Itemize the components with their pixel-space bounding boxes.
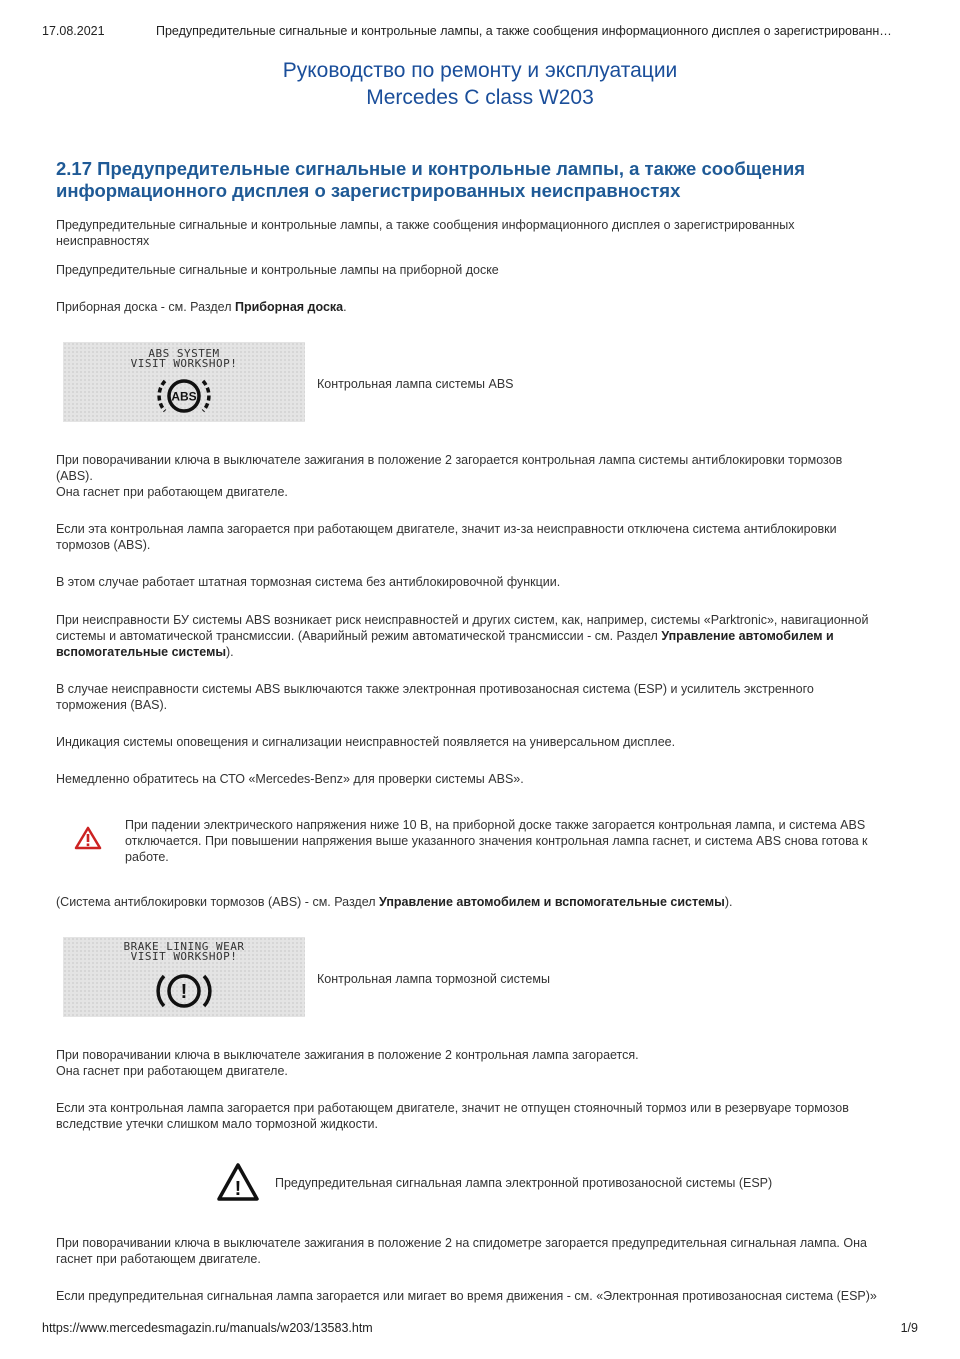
- site-title-line2: Mercedes C class W203: [366, 86, 594, 109]
- text-line: торможения (BAS).: [56, 698, 168, 712]
- text-line: Предупредительные сигнальные и контрольные лампы, а также сообщения информационного дисплея о зарегистрированных: [56, 218, 795, 232]
- abs-paragraph-6: Индикация системы оповещения и сигнализации неисправностей появляется на универсальном дисплее.: [56, 735, 676, 749]
- text-line: работе.: [125, 850, 169, 864]
- abs-display-line1: ABS SYSTEM: [148, 347, 220, 360]
- brake-warning-icon: [149, 967, 219, 1015]
- text-line: При поворачивании ключа в выключателе зажигания в положение 2 контрольная лампа загорается.: [56, 1048, 639, 1062]
- print-title: Предупредительные сигнальные и контрольные лампы, а также сообщения информационного дисплея о зарегистрированн…: [156, 24, 892, 38]
- abs-icon-label: ABS: [171, 389, 197, 404]
- abs-paragraph-2: [56, 521, 906, 553]
- text-line: тормозов (ABS).: [56, 538, 151, 552]
- brake-icon-label: !: [180, 981, 188, 1003]
- brake-display-line1: BRAKE LINING WEAR: [123, 940, 245, 953]
- brake-caption: Контрольная лампа тормозной системы: [317, 972, 550, 986]
- text-line: (ABS).: [56, 469, 93, 483]
- section-heading-line1: 2.17 Предупредительные сигнальные и контрольные лампы, а также сообщения: [56, 158, 806, 179]
- esp-caption: Предупредительная сигнальная лампа электронной противозаносной системы (ESP): [275, 1176, 773, 1190]
- site-title-line1: Руководство по ремонту и эксплуатации: [282, 59, 678, 82]
- text-line: Если эта контрольная лампа загорается при работающем двигателе, значит из-за неисправности отключена система антиблокировки: [56, 522, 837, 536]
- abs-display-line2: VISIT WORKSHOP!: [130, 357, 238, 370]
- text-span: ).: [724, 895, 733, 909]
- text-line: Она гаснет при работающем двигателе.: [56, 1064, 288, 1078]
- text-line: Если эта контрольная лампа загорается при работающем двигателе, значит не отпущен стояночный тормоз или в резервуаре тормозов: [56, 1101, 849, 1115]
- text-span: .: [343, 300, 347, 314]
- warning-triangle-icon: [74, 826, 102, 850]
- text-line: отключается. При повышении напряжения выше указанного значения контрольная лампа гаснет, и система ABS снова готова к: [125, 834, 868, 848]
- text-line: При поворачивании ключа в выключателе зажигания в положение 2 загорается контрольная лампа системы антиблокировки тормозов: [56, 453, 843, 467]
- link-vehicle-control-systems[interactable]: Управление автомобилем и вспомогательные системы: [379, 895, 725, 909]
- text-span: (Система антиблокировки тормозов (ABS) - см. Раздел: [56, 895, 380, 909]
- text-line: [56, 628, 906, 644]
- esp-icon-label: !: [234, 1178, 242, 1200]
- brake-display-line2: VISIT WORKSHOP!: [130, 950, 238, 963]
- link-instrument-panel[interactable]: Приборная доска: [234, 300, 344, 314]
- abs-paragraph-5: [56, 681, 906, 713]
- section-heading: [56, 158, 916, 202]
- brake-display-image: [63, 937, 305, 1017]
- abs-caption: Контрольная лампа системы ABS: [317, 377, 514, 391]
- brake-paragraph-2: [56, 1100, 906, 1132]
- abs-paragraph-1: [56, 452, 906, 500]
- text-line: вследствие утечки слишком мало тормозной жидкости.: [56, 1117, 378, 1131]
- abs-paragraph-7: Немедленно обратитесь на СТО «Mercedes-Benz» для проверки системы ABS».: [56, 772, 524, 786]
- brake-paragraph-1: [56, 1047, 906, 1079]
- intro-reference: [56, 299, 906, 315]
- text-line: При неисправности БУ системы ABS возникает риск неисправностей и других систем, как, например, системы «Parktronic», навигационной: [56, 613, 869, 627]
- text-line: неисправностях: [56, 234, 150, 248]
- text-line: В случае неисправности системы ABS выключаются также электронная противозаносная система (ESP) и усилитель экстренного: [56, 682, 814, 696]
- page-url[interactable]: https://www.mercedesmagazin.ru/manuals/w203/13583.htm: [42, 1321, 373, 1335]
- text-span: Приборная доска - см. Раздел: [56, 300, 235, 314]
- text-line: Она гаснет при работающем двигателе.: [56, 485, 288, 499]
- link-vehicle-control-cont[interactable]: вспомогательные системы: [56, 645, 226, 659]
- text-line: При поворачивании ключа в выключателе зажигания в положение 2 на спидометре загорается предупредительная сигнальная лампа. Она: [56, 1236, 867, 1250]
- abs-reference: [56, 894, 906, 910]
- section-heading-line2: информационного дисплея о зарегистрированных неисправностях: [56, 180, 681, 201]
- esp-paragraph-2: Если предупредительная сигнальная лампа загорается или мигает во время движения - см. «Электронная противозаносная система (ESP)»: [56, 1289, 877, 1303]
- abs-paragraph-4: [56, 612, 906, 660]
- abs-display-image: [63, 342, 305, 422]
- text-span: системы и автоматической трансмиссии. (Аварийный режим автоматической трансмиссии - см. Раздел: [56, 629, 662, 643]
- text-line: При падении электрического напряжения ниже 10 В, на приборной доске также загорается контрольная лампа, и система ABS: [125, 818, 866, 832]
- text-span: ).: [226, 645, 234, 659]
- page-number: 1/9: [900, 1321, 918, 1335]
- text-line: гаснет при работающем двигателе.: [56, 1252, 261, 1266]
- intro-subheading: Предупредительные сигнальные и контрольные лампы на приборной доске: [56, 263, 499, 277]
- esp-paragraph-1: [56, 1235, 906, 1267]
- warning-note: [125, 817, 905, 865]
- esp-warning-triangle-icon: [216, 1162, 260, 1202]
- site-title: [0, 57, 960, 111]
- text-line: [56, 644, 906, 660]
- print-date: 17.08.2021: [42, 24, 105, 38]
- link-vehicle-control[interactable]: Управление автомобилем и: [661, 629, 834, 643]
- abs-paragraph-3: В этом случае работает штатная тормозная система без антиблокировочной функции.: [56, 575, 561, 589]
- abs-warning-icon: [151, 372, 217, 420]
- intro-paragraph: [56, 217, 906, 249]
